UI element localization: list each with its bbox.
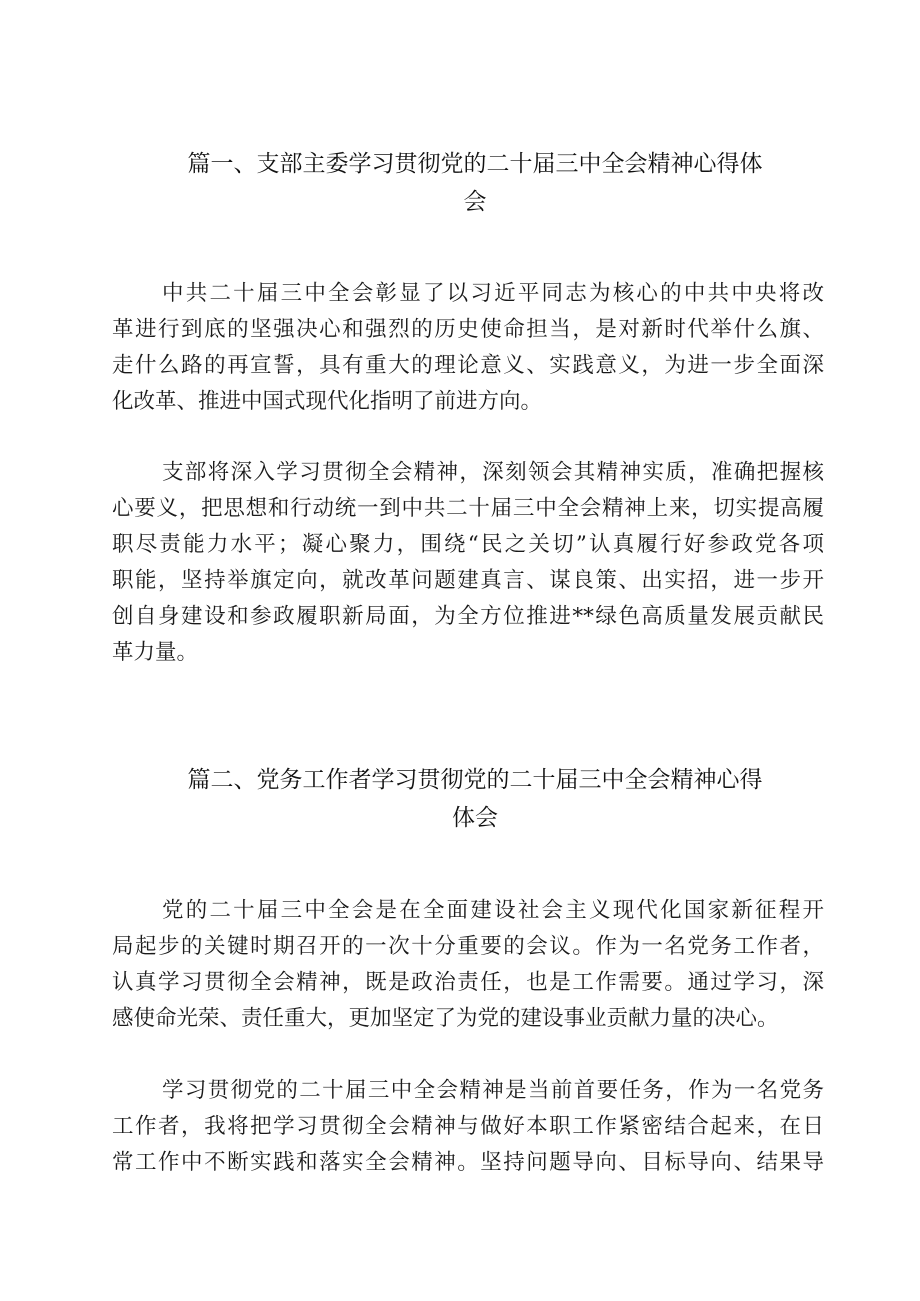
- text-line: 学习贯彻党的二十届三中全会精神是当前首要任务，作为一名党务: [162, 1078, 824, 1103]
- text-line: 局起步的关键时期召开的一次十分重要的会议。作为一名党务工作者，: [112, 934, 824, 959]
- text-line: 创自身建设和参政履职新局面，为全方位推进**绿色高质量发展贡献民: [112, 604, 824, 629]
- text-line: 心要义，把思想和行动统一到中共二十届三中全会精神上来，切实提高履: [112, 496, 824, 521]
- text-line: 感使命光荣、责任重大，更加坚定了为党的建设事业贡献力量的决心。: [112, 1006, 779, 1031]
- section-2-title-line-2: 体会: [452, 805, 498, 831]
- section-2-title-line-1: 篇二、党务工作者学习贯彻党的二十届三中全会精神心得: [187, 767, 763, 793]
- text-line: 职能，坚持举旗定向，就改革问题建真言、谋良策、出实招，进一步开: [112, 568, 824, 593]
- section-2-paragraph-2: [112, 1073, 824, 1181]
- section-2-paragraph-1: [112, 893, 824, 1037]
- section-1-title: [170, 149, 780, 217]
- section-1-paragraph-2: [112, 455, 824, 671]
- text-line: 中共二十届三中全会彰显了以习近平同志为核心的中共中央将改: [162, 281, 824, 306]
- text-line: 革力量。: [112, 640, 199, 665]
- text-line: 党的二十届三中全会是在全面建设社会主义现代化国家新征程开: [162, 898, 824, 923]
- text-line: 化改革、推进中国式现代化指明了前进方向。: [112, 389, 543, 414]
- text-line: 常工作中不断实践和落实全会精神。坚持问题导向、目标导向、结果导: [112, 1150, 824, 1175]
- section-1-title-line-2: 会: [463, 189, 487, 215]
- text-line: 认真学习贯彻全会精神，既是政治责任，也是工作需要。通过学习，深: [112, 970, 824, 995]
- text-line: 支部将深入学习贯彻全会精神，深刻领会其精神实质，准确把握核: [162, 460, 824, 485]
- text-line: 职尽责能力水平；凝心聚力，围绕“民之关切”认真履行好参政党各项: [112, 532, 824, 557]
- section-1-paragraph-1: [112, 276, 824, 420]
- text-line: 革进行到底的坚强决心和强烈的历史使命担当，是对新时代举什么旗、: [112, 317, 824, 342]
- text-line: 走什么路的再宣誓，具有重大的理论意义、实践意义，为进一步全面深: [112, 353, 824, 378]
- section-2-title: [170, 765, 780, 833]
- text-line: 工作者，我将把学习贯彻全会精神与做好本职工作紧密结合起来，在日: [112, 1114, 824, 1139]
- section-1-title-line-1: 篇一、支部主委学习贯彻党的二十届三中全会精神心得体: [187, 151, 763, 177]
